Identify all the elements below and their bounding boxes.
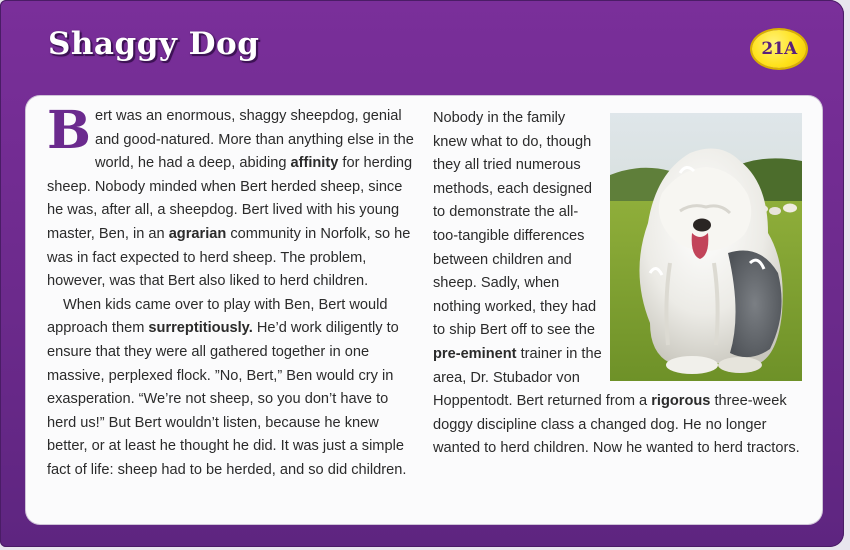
vocab-word: agrarian xyxy=(168,225,227,242)
paragraph-2 xyxy=(47,294,419,483)
story-column-left xyxy=(47,100,419,483)
story-text: He’d work diligently to ensure that they were all gathered together in one massive, perplexed flock. ”No, Bert,” Ben would cry in exasperation. “We’re not sheep, so you don’t have to herd us!” But Bert wouldn’t listen, because he knew better, or at least he thought he did. It was just a simple fact of life: sheep had to be herded, and so did children. xyxy=(47,320,407,478)
card-number-badge xyxy=(752,30,806,68)
story-text: community in Norfolk, so he was in fact expected to herd sheep. The problem, however, was that Bert also liked to herd children. xyxy=(47,225,411,290)
vocab-word: rigorous xyxy=(651,393,711,410)
vocab-word: affinity xyxy=(290,155,339,172)
story-text: three-week doggy discipline class a changed dog. He no longer wanted to herd children. Now he wanted to herd tractors. xyxy=(433,393,800,457)
paragraph-1 xyxy=(47,100,419,294)
sheepdog-photo-image xyxy=(610,113,802,381)
paragraph-2-text xyxy=(47,297,406,478)
story-text: Nobody in the family knew what to do, though they all tried numerous methods, each designed to demonstrate the all-too-tangible differences between children and sheep. Sadly, when nothing worked, they had to ship Bert off to see the xyxy=(433,110,597,339)
story-text: ert was an enormous, shaggy sheepdog, genial and good-natured. More than anything else in the world, he had a deep, abiding xyxy=(94,108,414,172)
story-text: When kids came over to play with Ben, Bert would approach them xyxy=(47,296,388,337)
story-text: trainer in the area, Dr. Stubador von Hoppentodt. Bert returned from a xyxy=(433,345,652,410)
story-text: for herding sheep. Nobody minded when Bert herded sheep, since he was, after all, a sheepdog. Bert lived with his young master, Ben, in an xyxy=(47,155,413,242)
vocab-word: surreptitiously. xyxy=(148,320,253,337)
dog-photo xyxy=(610,113,802,381)
card-title: Shaggy Dog xyxy=(48,26,260,62)
story-column-right xyxy=(433,107,805,461)
paragraph-1-text xyxy=(47,100,414,290)
vocab-word: pre-eminent xyxy=(433,345,517,362)
drop-cap: B xyxy=(47,100,91,161)
card-number: 21A xyxy=(761,39,797,59)
